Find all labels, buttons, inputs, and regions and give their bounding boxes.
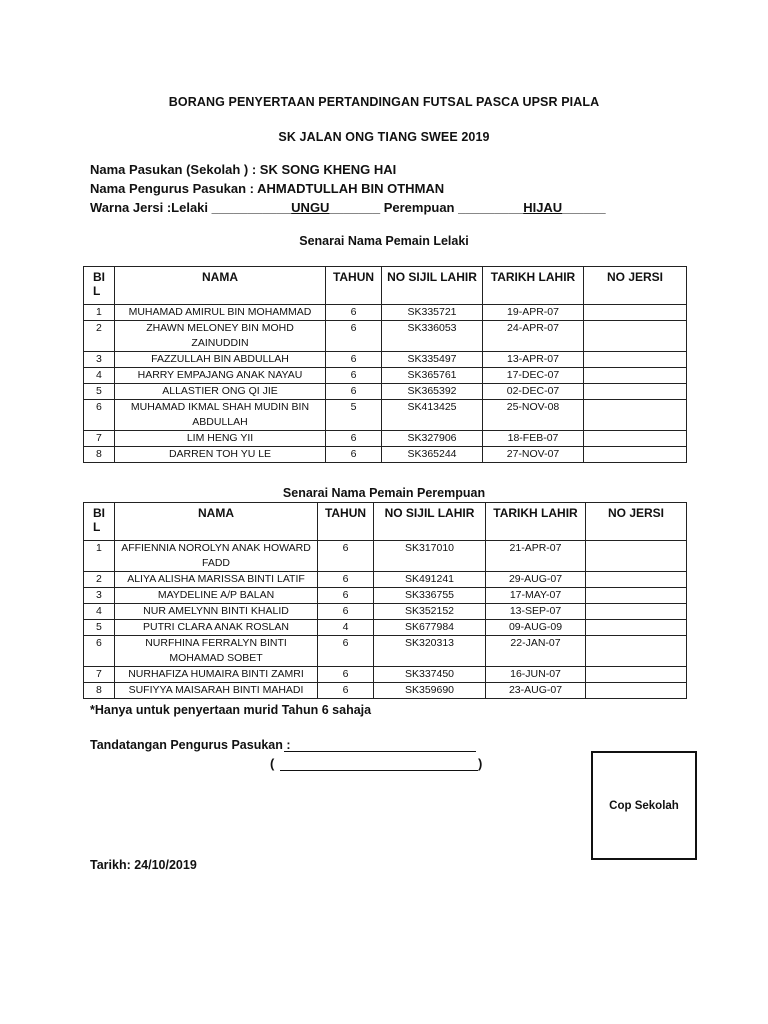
cell-sijil: SK359690: [374, 683, 486, 699]
form-subtitle: SK JALAN ONG TIANG SWEE 2019: [278, 130, 490, 144]
cell-tahun: 6: [318, 572, 374, 588]
table-row: [84, 572, 687, 588]
cell-tarikh: 02-DEC-07: [483, 384, 584, 400]
cell-sijil: SK337450: [374, 667, 486, 683]
cell-jersi: [586, 572, 687, 588]
cell-jersi: [584, 384, 687, 400]
paren-open: (: [270, 756, 275, 771]
name-line[interactable]: [280, 770, 478, 771]
table-row: [84, 541, 687, 572]
cell-tarikh: 18-FEB-07: [483, 431, 584, 447]
col-header-bil: BI L: [84, 267, 115, 305]
cell-nama: PUTRI CLARA ANAK ROSLAN: [115, 620, 318, 636]
cell-bil: 5: [84, 620, 115, 636]
jersey-female-value: HIJAU: [523, 200, 563, 215]
cell-nama: SUFIYYA MAISARAH BINTI MAHADI: [115, 683, 318, 699]
jersey-blank: ___________: [211, 200, 292, 215]
cell-nama: FAZZULLAH BIN ABDULLAH: [115, 352, 326, 368]
manager-value: AHMADTULLAH BIN OTHMAN: [257, 181, 445, 196]
col-header-jersi: NO JERSI: [586, 503, 687, 541]
signature-label: Tandatangan Pengurus Pasukan :: [90, 738, 291, 752]
cell-sijil: SK677984: [374, 620, 486, 636]
cell-nama: AFFIENNIA NOROLYN ANAK HOWARD FADD: [115, 541, 318, 572]
cell-bil: 2: [84, 572, 115, 588]
col-header-nama: NAMA: [115, 503, 318, 541]
table-row: [84, 305, 687, 321]
cell-sijil: SK491241: [374, 572, 486, 588]
boys-rows: [84, 305, 687, 463]
cell-jersi: [584, 447, 687, 463]
cell-tarikh: 23-AUG-07: [486, 683, 586, 699]
cell-nama: NURHAFIZA HUMAIRA BINTI ZAMRI: [115, 667, 318, 683]
col-header-sijil: NO SIJIL LAHIR: [374, 503, 486, 541]
cell-tahun: 6: [326, 447, 382, 463]
cell-nama: MAYDELINE A/P BALAN: [115, 588, 318, 604]
paren-close: ): [478, 756, 483, 771]
cell-tahun: 6: [318, 604, 374, 620]
cell-jersi: [586, 620, 687, 636]
cell-bil: 6: [84, 400, 115, 431]
cell-jersi: [586, 636, 687, 667]
form-date: Tarikh: 24/10/2019: [90, 858, 197, 872]
cell-tarikh: 09-AUG-09: [486, 620, 586, 636]
cell-sijil: SK320313: [374, 636, 486, 667]
cell-tahun: 6: [326, 321, 382, 352]
cell-bil: 4: [84, 604, 115, 620]
boys-caption: Senarai Nama Pemain Lelaki: [299, 234, 469, 248]
cell-tarikh: 27-NOV-07: [483, 447, 584, 463]
cell-sijil: SK413425: [382, 400, 483, 431]
cell-jersi: [586, 541, 687, 572]
signature-line[interactable]: [284, 751, 476, 752]
jersey-blank: ______: [562, 200, 606, 215]
cell-tahun: 6: [318, 636, 374, 667]
cell-tahun: 6: [318, 683, 374, 699]
manager-label: Nama Pengurus Pasukan :: [90, 181, 258, 196]
jersey-male-value: UNGU: [291, 200, 330, 215]
table-header-row: [84, 267, 687, 305]
cell-jersi: [584, 368, 687, 384]
cell-sijil: SK317010: [374, 541, 486, 572]
cell-nama: ZHAWN MELONEY BIN MOHD ZAINUDDIN: [115, 321, 326, 352]
cell-tarikh: 17-DEC-07: [483, 368, 584, 384]
jersey-line: [90, 200, 606, 215]
stamp-label: Cop Sekolah: [609, 799, 679, 812]
table-row: [84, 588, 687, 604]
school-value: SK SONG KHENG HAI: [259, 162, 397, 177]
table-row: [84, 400, 687, 431]
cell-nama: ALIYA ALISHA MARISSA BINTI LATIF: [115, 572, 318, 588]
col-header-jersi: NO JERSI: [584, 267, 687, 305]
manager-line: [90, 181, 444, 196]
cell-sijil: SK327906: [382, 431, 483, 447]
girls-caption: Senarai Nama Pemain Perempuan: [282, 486, 486, 500]
cell-tarikh: 25-NOV-08: [483, 400, 584, 431]
cell-nama: NURFHINA FERRALYN BINTI MOHAMAD SOBET: [115, 636, 318, 667]
cell-jersi: [586, 667, 687, 683]
cell-sijil: SK365761: [382, 368, 483, 384]
table-header-row: [84, 503, 687, 541]
school-line: [90, 162, 396, 177]
form-title: BORANG PENYERTAAN PERTANDINGAN FUTSAL PASCA UPSR PIALA: [168, 95, 600, 109]
cell-nama: MUHAMAD AMIRUL BIN MOHAMMAD: [115, 305, 326, 321]
table-row: [84, 352, 687, 368]
cell-tarikh: 16-JUN-07: [486, 667, 586, 683]
table-row: [84, 447, 687, 463]
cell-nama: DARREN TOH YU LE: [115, 447, 326, 463]
cell-tahun: 4: [318, 620, 374, 636]
table-row: [84, 431, 687, 447]
cell-jersi: [584, 352, 687, 368]
cell-sijil: SK352152: [374, 604, 486, 620]
jersey-label: Warna Jersi :Lelaki: [90, 200, 212, 215]
cell-sijil: SK365244: [382, 447, 483, 463]
table-row: [84, 620, 687, 636]
cell-tarikh: 17-MAY-07: [486, 588, 586, 604]
cell-tarikh: 13-SEP-07: [486, 604, 586, 620]
girls-rows: [84, 541, 687, 699]
cell-bil: 3: [84, 352, 115, 368]
jersey-female-label: Perempuan: [380, 200, 459, 215]
jersey-blank: _________: [458, 200, 524, 215]
cell-sijil: SK335721: [382, 305, 483, 321]
cell-tahun: 6: [318, 667, 374, 683]
cell-bil: 8: [84, 447, 115, 463]
table-row: [84, 636, 687, 667]
cell-tarikh: 13-APR-07: [483, 352, 584, 368]
table-row: [84, 368, 687, 384]
table-row: [84, 321, 687, 352]
cell-tahun: 5: [326, 400, 382, 431]
cell-bil: 7: [84, 431, 115, 447]
cell-jersi: [586, 683, 687, 699]
cell-bil: 3: [84, 588, 115, 604]
cell-nama: LIM HENG YII: [115, 431, 326, 447]
table-row: [84, 604, 687, 620]
cell-nama: MUHAMAD IKMAL SHAH MUDIN BIN ABDULLAH: [115, 400, 326, 431]
school-label: Nama Pasukan (Sekolah ) :: [90, 162, 260, 177]
cell-tarikh: 29-AUG-07: [486, 572, 586, 588]
table-row: [84, 384, 687, 400]
cell-bil: 1: [84, 305, 115, 321]
col-header-tarikh: TARIKH LAHIR: [486, 503, 586, 541]
cell-sijil: SK336755: [374, 588, 486, 604]
cell-jersi: [586, 604, 687, 620]
cell-sijil: SK336053: [382, 321, 483, 352]
col-header-sijil: NO SIJIL LAHIR: [382, 267, 483, 305]
cell-tahun: 6: [326, 352, 382, 368]
eligibility-note: *Hanya untuk penyertaan murid Tahun 6 sahaja: [90, 703, 372, 717]
cell-tahun: 6: [318, 541, 374, 572]
cell-nama: ALLASTIER ONG QI JIE: [115, 384, 326, 400]
table-row: [84, 683, 687, 699]
col-header-bil: BI L: [84, 503, 115, 541]
cell-sijil: SK365392: [382, 384, 483, 400]
cell-jersi: [584, 431, 687, 447]
jersey-blank: _______: [329, 200, 381, 215]
cell-tahun: 6: [326, 431, 382, 447]
cell-tahun: 6: [326, 305, 382, 321]
cell-tarikh: 24-APR-07: [483, 321, 584, 352]
cell-tahun: 6: [326, 368, 382, 384]
cell-bil: 8: [84, 683, 115, 699]
cell-tahun: 6: [326, 384, 382, 400]
col-header-tahun: TAHUN: [318, 503, 374, 541]
cell-jersi: [586, 588, 687, 604]
cell-bil: 1: [84, 541, 115, 572]
cell-bil: 4: [84, 368, 115, 384]
cell-tarikh: 22-JAN-07: [486, 636, 586, 667]
cell-bil: 7: [84, 667, 115, 683]
cell-jersi: [584, 321, 687, 352]
school-stamp-box: [591, 751, 697, 860]
cell-nama: HARRY EMPAJANG ANAK NAYAU: [115, 368, 326, 384]
col-header-tahun: TAHUN: [326, 267, 382, 305]
cell-nama: NUR AMELYNN BINTI KHALID: [115, 604, 318, 620]
boys-table: [83, 266, 687, 463]
cell-jersi: [584, 400, 687, 431]
cell-bil: 5: [84, 384, 115, 400]
col-header-nama: NAMA: [115, 267, 326, 305]
cell-sijil: SK335497: [382, 352, 483, 368]
cell-tarikh: 21-APR-07: [486, 541, 586, 572]
cell-jersi: [584, 305, 687, 321]
cell-tahun: 6: [318, 588, 374, 604]
girls-table: [83, 502, 687, 699]
col-header-tarikh: TARIKH LAHIR: [483, 267, 584, 305]
cell-tarikh: 19-APR-07: [483, 305, 584, 321]
table-row: [84, 667, 687, 683]
cell-bil: 2: [84, 321, 115, 352]
cell-bil: 6: [84, 636, 115, 667]
